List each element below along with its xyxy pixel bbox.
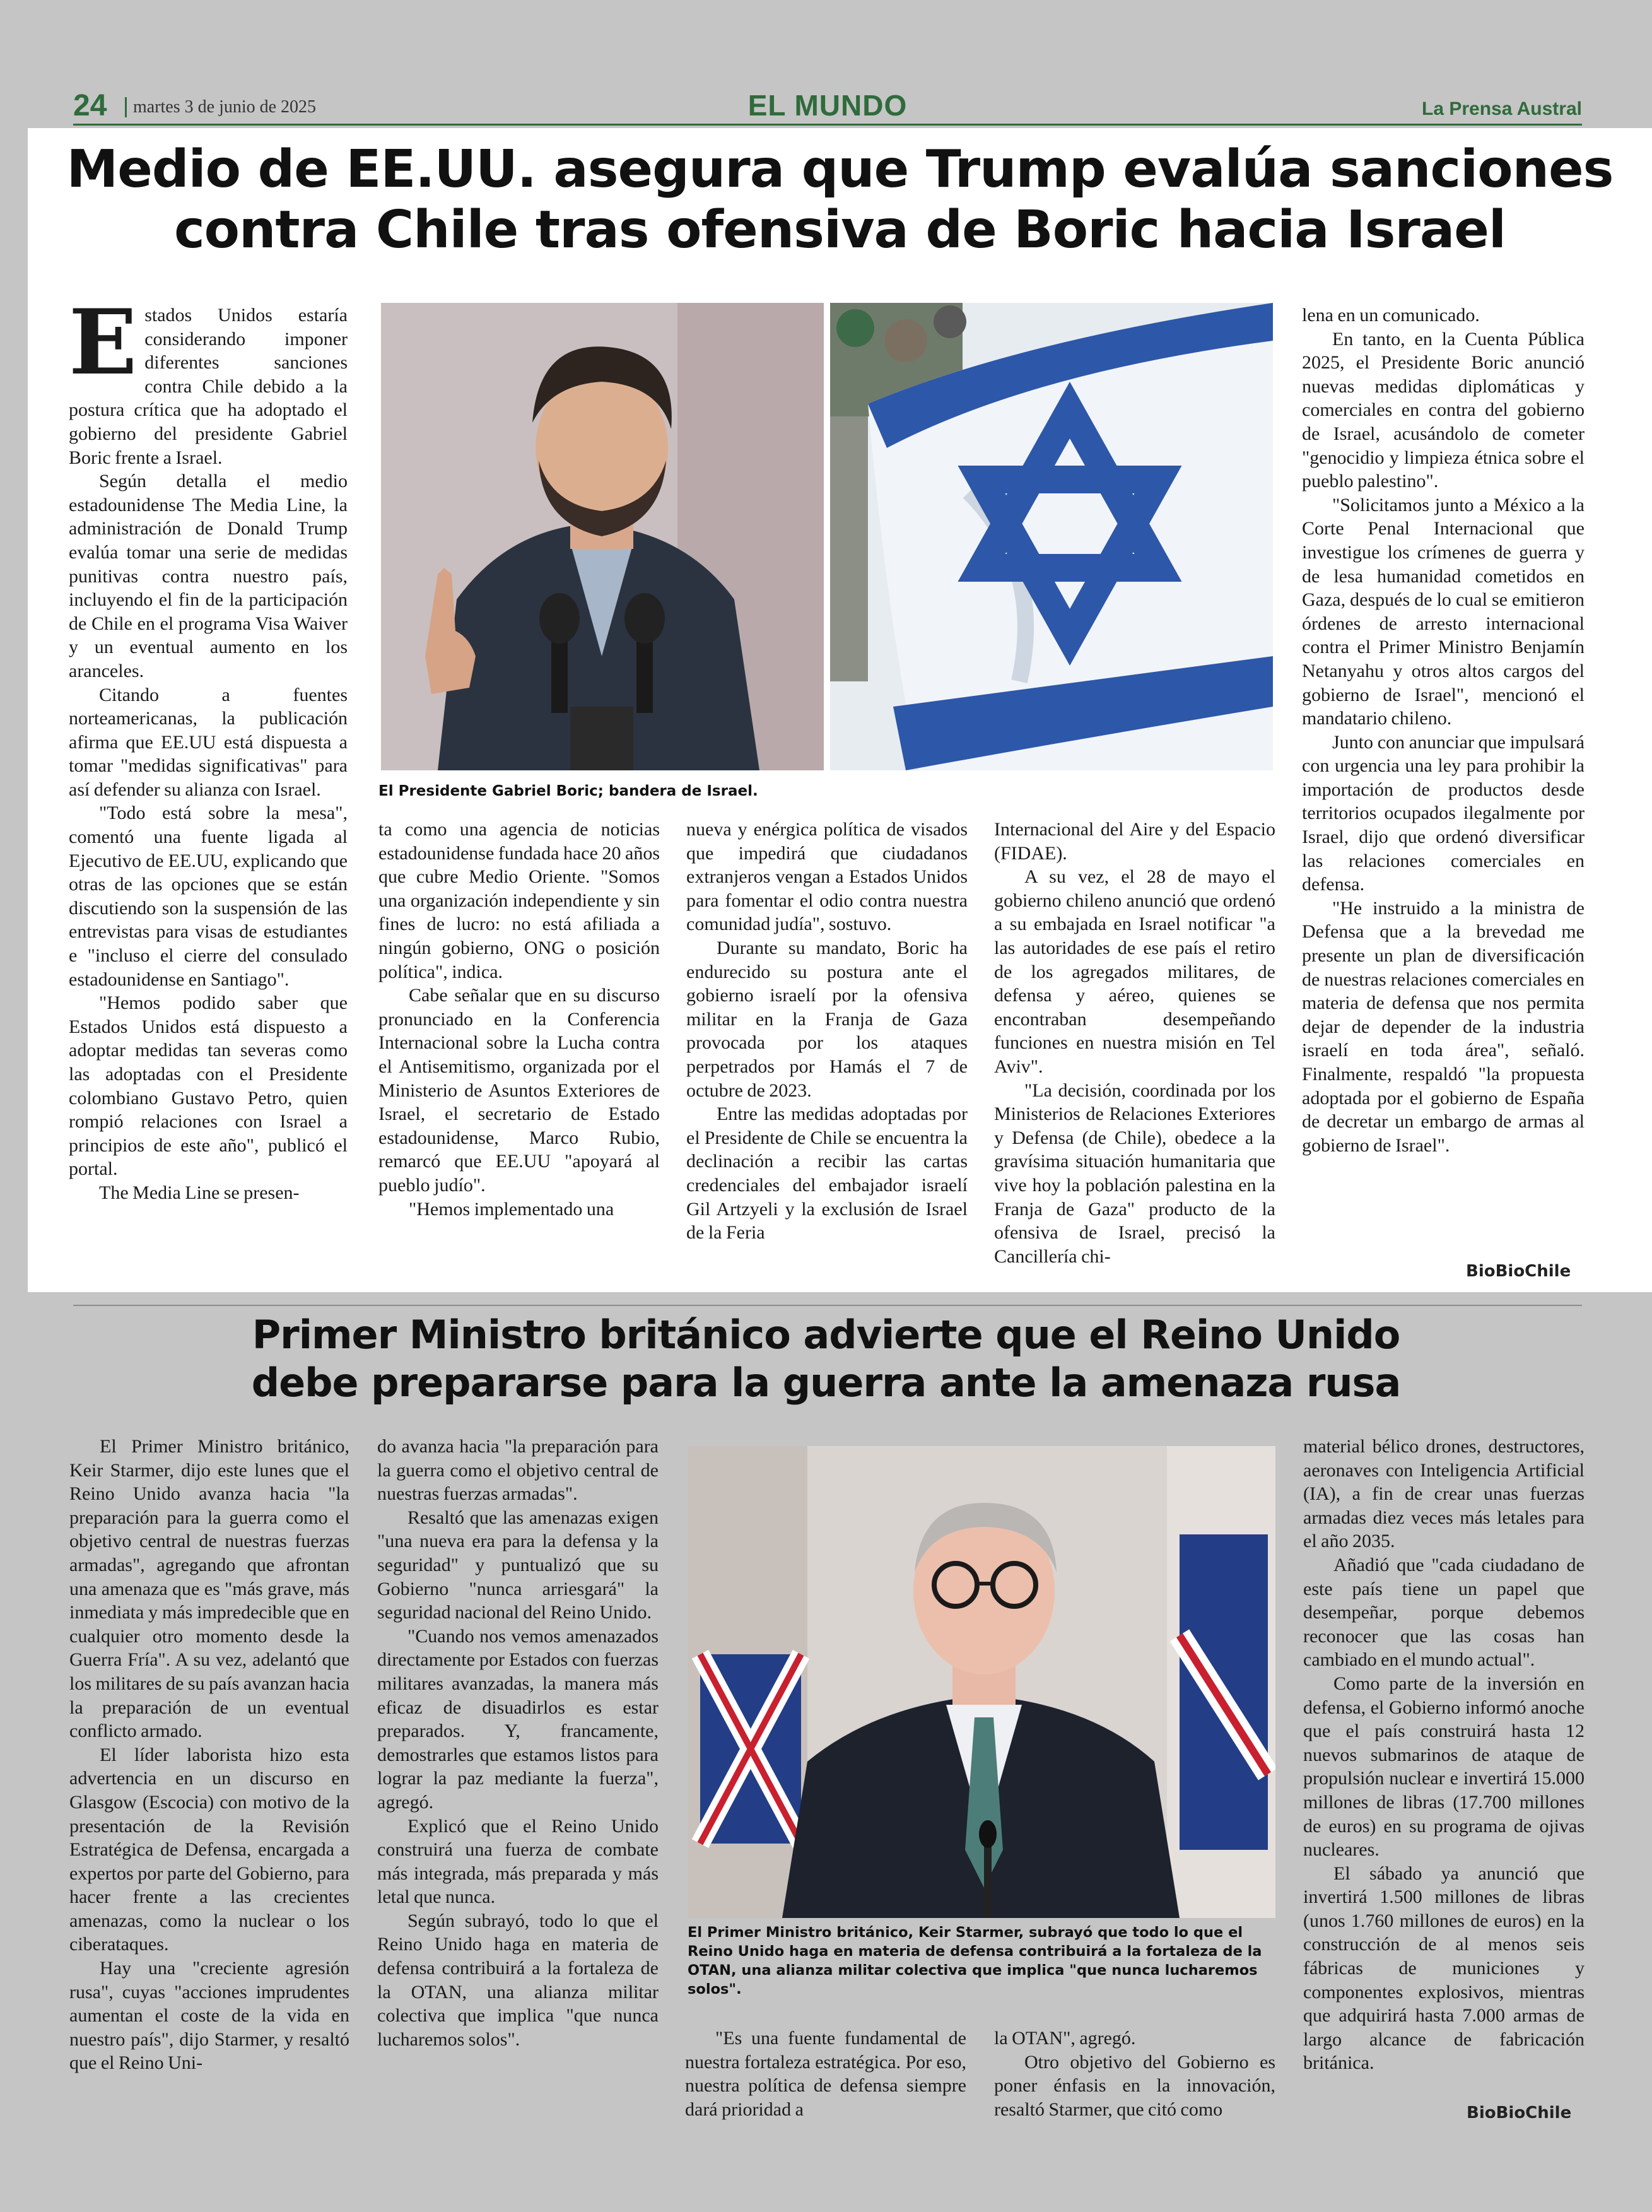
starmer-photo [688, 1446, 1275, 1918]
paragraph: "Hemos podido saber que Estados Unidos está dispuesto a adoptar medidas tan severas como las adoptadas con el Presidente colombiano Gustavo Petro, quien rompió relaciones con Israel a principios de este año", publicó el portal. [69, 992, 348, 1180]
page-date: martes 3 de junio de 2025 [125, 97, 316, 117]
paragraph: Resaltó que las amenazas exigen "una nueva era para la defensa y la seguridad" y puntualizó que su Gobierno "nunca arriesgará" la seguridad nacional del Reino Unido. [377, 1507, 659, 1623]
paragraph: Añadió que "cada ciudadano de este país tiene un papel que desempeñar, porque debemos reconocer que las cosas han cambiado en el mundo actual". [1303, 1554, 1585, 1671]
article2-column-3 [685, 2027, 966, 2127]
paragraph: nueva y enérgica política de visados que impedirá que ciudadanos extranjeros vengan a Estados Unidos para fomentar el odio contra nuestra comunidad judía", sostuvo. [686, 819, 968, 935]
paragraph: "Es una fuente fundamental de nuestra fortaleza estratégica. Por eso, nuestra política de defensa siempre dará prioridad a [685, 2028, 966, 2120]
paragraph: Cabe señalar que en su discurso pronunciado en la Conferencia Internacional sobre la Lucha contra el Antisemitismo, organizada por el Ministerio de Asuntos Exteriores de Israel, el secretario de Estado estadounidense, Marco Rubio, remarcó que EE.UU "apoyará al pueblo judío". [378, 985, 660, 1196]
headline-line-1: Medio de EE.UU. asegura que Trump evalúa sanciones [66, 139, 1614, 199]
paragraph: "Hemos implementado una [409, 1198, 614, 1220]
article2-photo-caption: El Primer Ministro británico, Keir Starmer, subrayó que todo lo que el Reino Unido haga en materia de defensa contribuirá a la fortaleza de la OTAN, una alianza militar colectiva que implica "que nunca lucharemos solos". [688, 1924, 1262, 1997]
paragraph: En tanto, en la Cuenta Pública 2025, el Presidente Boric anunció nuevas medidas diplomáticas y comerciales en contra del gobierno de Israel, acusándolo de cometer "genocidio y limpieza étnica sobre el pueblo palestino". [1302, 328, 1585, 492]
paragraph: la OTAN", agregó. [994, 2028, 1136, 2049]
paragraph: A su vez, el 28 de mayo el gobierno chileno anunció que ordenó a su embajada en Israel notificar "a las autoridades de ese país el retiro de los agregados militares, de defensa y aéreo, quienes se encontraban desempeñando funciones en nuestra misión en Tel Aviv". [994, 866, 1275, 1077]
headline-line-2: debe prepararse para la guerra ante la amenaza rusa [251, 1360, 1401, 1406]
paragraph: Entre las medidas adoptadas por el Presidente de Chile se encuentra la declinación a recibir las cartas credenciales del embajador israelí Gil Artzyeli y la exclusión de Israel de la Feria [686, 1103, 968, 1244]
paragraph: Explicó que el Reino Unido construirá una fuerza de combate más integrada, más preparada y más letal que nunca. [377, 1815, 659, 1908]
paragraph: Según subrayó, todo lo que el Reino Unido haga en materia de defensa contribuirá a la fortaleza de la OTAN, una alianza militar colectiva que implica "que nunca lucharemos solos". [377, 1910, 659, 2050]
paragraph: Junto con anunciar que impulsará con urgencia una ley para prohibir la importación de productos desde territorios ocupados ilegalmente por Israel, dijo que ordenó diversificar las relaciones comerciales en defensa. [1302, 731, 1585, 895]
paragraph: The Media Line se presen- [99, 1182, 300, 1203]
article2-column-4 [994, 2027, 1275, 2127]
paragraph: stados Unidos estaría considerando imponer diferentes sanciones contra Chile debido a la postura crítica que ha adoptado el gobierno del presidente Gabriel Boric frente a Israel. [69, 305, 348, 468]
article2-credit: BioBioChile [1467, 2103, 1572, 2122]
paragraph: "La decisión, coordinada por los Ministerios de Relaciones Exteriores y Defensa (de Chile), obedece a la gravísima situación humanitaria que vive hoy la población palestina en la Franja de Gaza" producto de la ofensiva de Israel, precisó la Cancillería chi- [994, 1080, 1275, 1267]
paragraph: ta como una agencia de noticias estadounidense fundada hace 20 años que cubre Medio Oriente. "Somos una organización independiente y sin fines de lucro: no está afiliada a ningún gobierno, ONG o posición política", indica. [378, 819, 660, 982]
paragraph: Internacional del Aire y del Espacio (FIDAE). [994, 819, 1275, 864]
paragraph: Durante su mandato, Boric ha endurecido su postura ante el gobierno israelí por la ofensiva militar en la Franja de Gaza provocada por los ataques perpetrados por Hamás el 7 de octubre de 2023. [686, 937, 968, 1101]
paragraph: Según detalla el medio estadounidense The Media Line, la administración de Donald Trump evalúa tomar una serie de medidas punitivas contra nuestro país, incluyendo el fin de la participación de Chile en el programa Visa Waiver y un eventual aumento en los aranceles. [69, 471, 348, 681]
paragraph: lena en un comunicado. [1302, 305, 1480, 326]
paragraph: El Primer Ministro británico, Keir Starmer, dijo este lunes que el Reino Unido avanza hacia "la preparación para la guerra como el objetivo central de nuestras fuerzas armadas", agregando que afrontan una amenaza que es "más grave, más inmediata y más impredecible que en cualquier otro momento desde la Guerra Fría". A su vez, adelantó que los militares de su país avanzan hacia la preparación de un eventual conflicto armado. [69, 1436, 349, 1742]
paragraph: "Cuando nos vemos amenazados directamente por Estados con fuerzas militares avanzadas, la manera más eficaz de disuadirlos es estar preparados. Y, francamente, demostrarles que estamos listos para lograr la paz mediante la fuerza", agregó. [377, 1625, 659, 1813]
section-title: EL MUNDO [747, 89, 908, 122]
headline-line-2: contra Chile tras ofensiva de Boric hacia Israel [174, 200, 1506, 260]
page-number: 24 [73, 89, 107, 122]
headline-line-1: Primer Ministro británico advierte que el Reino Unido [252, 1312, 1400, 1358]
paragraph: Hay una "creciente agresión rusa", cuyas "acciones imprudentes aumentan el coste de la vida en nuestro país", dijo Starmer, y resaltó que el Reino Uni- [69, 1958, 349, 2074]
paragraph: El líder laborista hizo esta advertencia en un discurso en Glasgow (Escocia) con motivo de la presentación de la Revisión Estratégica de Defensa, encargada a expertos por parte del Gobierno, para hacer frente a las crecientes amenazas, como la nuclear o los ciberataques. [69, 1744, 349, 1955]
article1-credit: BioBioChile [1466, 1262, 1571, 1281]
article2-headline [0, 1311, 1652, 1407]
article1-photo-caption: El Presidente Gabriel Boric; bandera de Israel. [378, 783, 758, 799]
paragraph: Otro objetivo del Gobierno es poner énfasis en la innovación, resaltó Starmer, que citó como [994, 2051, 1275, 2120]
paragraph: "Solicitamos junto a México a la Corte Penal Internacional que investigue los crímenes de guerra y de lesa humanidad cometidos en Gaza, después de lo cual se emitieron órdenes de arresto internacional contra el Primer Ministro Benjamín Netanyahu y otros altos cargos del gobierno de Israel", mencionó el mandatario chileno. [1302, 494, 1585, 729]
paragraph: "He instruido a la ministra de Defensa que a la brevedad me presente un plan de diversificación de nuestras relaciones comerciales en materia de defensa que nos permita dejar de depender de la industria israelí en toda área", señaló. Finalmente, respaldó "la propuesta adoptada por el gobierno de España de decretar un embargo de armas al gobierno de Israel". [1302, 897, 1585, 1156]
paragraph: Como parte de la inversión en defensa, el Gobierno informó anoche que el país construirá hasta 12 nuevos submarinos de ataque de propulsión nuclear e invertirá 15.000 millones de libras (17.700 millones de euros) en su programa de ojivas nucleares. [1303, 1673, 1585, 1861]
paragraph: "Todo está sobre la mesa", comentó una fuente ligada al Ejecutivo de EE.UU, explicando que otras de las opciones que se están discutiendo son la suspensión de las entrevistas para visas de estudiantes e "incluso el cierre del consulado estadounidense en Santiago". [69, 803, 348, 990]
drop-cap: E [69, 303, 138, 395]
article2-column-1 [69, 1435, 349, 2122]
paragraph: El sábado ya anunció que invertirá 1.500 millones de libras (unos 1.760 millones de euros) en la construcción de al menos seis fábricas de municiones y componentes explosivos, mientras que adquirirá hasta 7.000 armas de largo alcance de fabricación británica. [1303, 1862, 1585, 2074]
article2-column-2 [377, 1435, 659, 2122]
newspaper-name: La Prensa Austral [1422, 98, 1582, 119]
paragraph: do avanza hacia "la preparación para la guerra como el objetivo central de nuestras fuerzas armadas". [377, 1436, 659, 1505]
paragraph: Citando a fuentes norteamericanas, la publicación afirma que EE.UU está dispuesta a tomar "medidas significativas" para así defender su alianza con Israel. [69, 684, 348, 800]
article2-column-5 [1303, 1435, 1585, 2103]
paragraph: material bélico drones, destructores, aeronaves con Inteligencia Artificial (IA), a fin de crear unas fuerzas armadas diez veces más letales para el año 2035. [1303, 1436, 1585, 1552]
